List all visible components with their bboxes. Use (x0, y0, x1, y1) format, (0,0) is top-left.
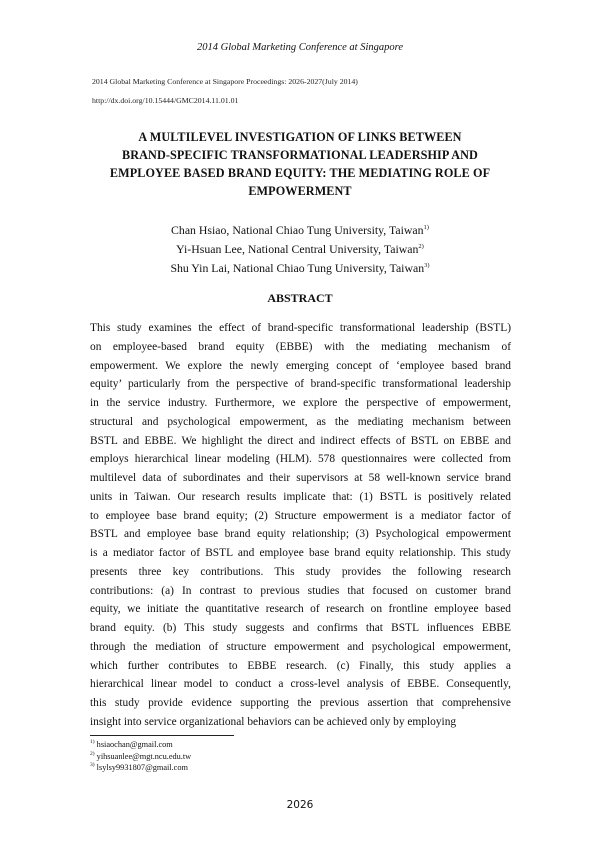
footnote-item (90, 739, 390, 751)
abstract-line: hierarchical linear model to conduct a cross-level analysis of EBBE. Consequently, (90, 678, 511, 691)
abstract-line: this study provide evidence supporting the previous assertion that comprehensive (90, 697, 511, 709)
doi-link[interactable]: http://dx.doi.org/10.15444/GMC2014.11.01.01 (92, 96, 239, 105)
footnote-divider (90, 735, 234, 736)
author-footnote-mark: 3) (424, 262, 430, 270)
abstract-line: structural and psychological empowerment, as the mediating mechanism between (90, 415, 511, 428)
abstract-line: presents three key contributions. This study provides the following research (90, 565, 511, 578)
abstract-line: to employee base brand equity; (2) Structure empowerment is a mediator factor of (90, 509, 511, 522)
abstract-line: insight into service organizational behaviors can be achieved only by employing (90, 715, 457, 728)
author-footnote-mark: 1) (423, 224, 429, 232)
abstract-line: employs hierarchical linear modeling (HLM). 578 questionnaires were collected from (90, 453, 511, 466)
abstract-line: through the mediation of structure empowerment and psychological empowerment, (90, 640, 511, 653)
paper-title (80, 128, 520, 200)
abstract-line: units in Taiwan. Our research results implicate that: (1) BSTL is positively related (90, 490, 511, 503)
title-line: EMPLOYEE BASED BRAND EQUITY: THE MEDIATING ROLE OF (109, 166, 491, 180)
running-header: 2014 Global Marketing Conference at Singapore (197, 42, 403, 53)
footnote-email[interactable]: yihsuanlee@mgt.ncu.edu.tw (96, 751, 192, 761)
abstract-line: This study examines the effect of brand-specific transformational leadership (BSTL) (90, 322, 511, 334)
footnote-mark: 1) (90, 739, 95, 746)
author-line (100, 259, 500, 278)
footnote-mark: 2) (90, 750, 95, 757)
abstract-line: in the service industry. Furthermore, we explore the perspective of empowerment, (90, 397, 511, 409)
author-affiliation: Chan Hsiao, National Chiao Tung University, Taiwan (171, 223, 424, 237)
proceedings-line: 2014 Global Marketing Conference at Singapore Proceedings: 2026-2027(July 2014) (92, 77, 358, 86)
page-number: 2026 (286, 799, 314, 811)
abstract-heading: ABSTRACT (267, 291, 333, 305)
footnote-item (90, 762, 390, 774)
abstract-line: contributions: (a) In contrast to previous studies that focused on customer brand (90, 584, 511, 597)
abstract-line: BSTL and employee base brand equity relationship; (3) Psychological empowerment (90, 528, 511, 541)
abstract-line: BSTL and EBBE. We highlight the direct and indirect effects of BSTL on EBBE and (90, 434, 511, 447)
author-list (100, 221, 500, 278)
author-line (100, 240, 500, 259)
footnote-mark: 3) (90, 762, 95, 769)
footnote-item (90, 751, 390, 763)
abstract-line: which further contributes to EBBE research. (c) Finally, this study applies a (90, 659, 511, 672)
abstract-body (90, 319, 511, 732)
author-footnote-mark: 2) (418, 243, 424, 251)
abstract-line: is a mediator factor of BSTL and employee base brand equity relationship. This study (90, 547, 511, 559)
abstract-line: equity, we initiate the quantitative research of research on frontline employee based (90, 603, 511, 616)
abstract-line: brand equity. (b) This study suggests and confirms that BSTL influences EBBE (90, 622, 511, 634)
footnote-email[interactable]: lsylsy9931807@gmail.com (96, 763, 188, 772)
abstract-line: on employee-based brand equity (EBBE) with the mediating mechanism of (90, 340, 511, 353)
author-line (100, 221, 500, 240)
title-line: EMPOWERMENT (248, 184, 352, 198)
title-line: A MULTILEVEL INVESTIGATION OF LINKS BETWEEN (138, 130, 462, 144)
title-line: BRAND-SPECIFIC TRANSFORMATIONAL LEADERSHIP AND (122, 148, 478, 162)
abstract-line: multilevel data of subordinates and their supervisors at 58 well-known service brand (90, 472, 511, 484)
abstract-line: equity’ particularly from the perspective of brand-specific transformational leadership (90, 378, 511, 391)
author-affiliation: Shu Yin Lai, National Chiao Tung University, Taiwan (170, 261, 425, 275)
abstract-line: empowerment. We explore the newly emerging concept of ‘employee based brand (90, 359, 511, 372)
footnote-list (90, 739, 390, 774)
author-affiliation: Yi-Hsuan Lee, National Central University, Taiwan (176, 242, 419, 256)
footnote-email[interactable]: hsiaochan@gmail.com (96, 740, 173, 749)
